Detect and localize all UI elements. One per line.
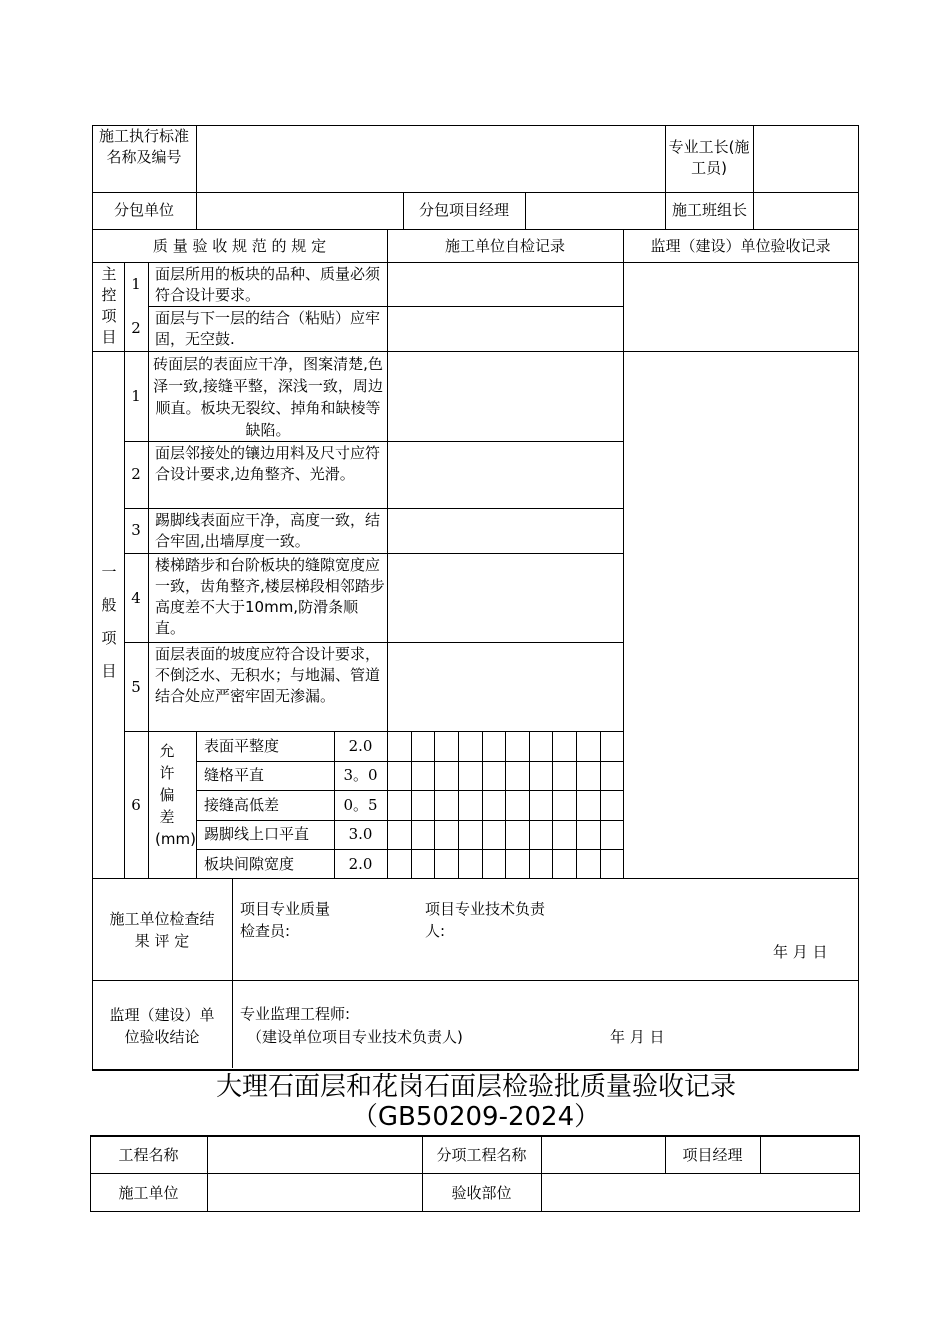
form-title: 大理石面层和花岗石面层检验批质量验收记录 (215, 1072, 736, 1102)
deviation-item-1: 表面平整度 (204, 737, 280, 755)
header-self-check: 施工单位自检记录 (444, 237, 565, 255)
contractor-evaluation-label: 施工单位检查结 果 评 定 (109, 910, 215, 950)
general-item-1-text: 砖面层的表面应干净，图案清楚,色泽一致,接缝平整，深浅一致，周边顺直。板块无裂纹、掉角和缺棱等缺陷。 (153, 355, 383, 439)
deviation-no: 6 (131, 796, 141, 814)
foreman-label: 专业工长(施工员) (668, 138, 750, 177)
deviation-item-3: 接缝高低差 (204, 796, 280, 814)
general-item-4-text: 楼梯踏步和台阶板块的缝隙宽度应一致，齿角整齐,楼层梯段相邻踏步高度差不大于10mm,防滑条顺直。 (155, 556, 385, 637)
general-item-3-text: 踢脚线表面应干净，高度一致，结合牢固,出墙厚度一致。 (155, 511, 381, 550)
main-control-label: 主控项目 (101, 265, 117, 346)
deviation-item-4: 踢脚线上口平直 (204, 825, 310, 843)
header-spec: 质 量 验 收 规 范 的 规 定 (152, 237, 327, 255)
main-item-1-no: 1 (131, 275, 141, 293)
deviation-value-4: 3.0 (348, 825, 373, 843)
main-item-1-text: 面层所用的板块的品种、质量必须符合设计要求。 (155, 265, 381, 304)
general-item-4-no: 4 (131, 589, 141, 607)
general-item-2-text: 面层邻接处的镶边用料及尺寸应符合设计要求,边角整齐、光滑。 (155, 444, 381, 483)
deviation-value-1: 2.0 (348, 737, 373, 755)
supervisor-date: 年 月 日 (610, 1028, 665, 1046)
deviation-value-5: 2.0 (348, 855, 373, 873)
deviation-label: 允许偏差(mm) (155, 742, 196, 848)
main-item-2-text: 面层与下一层的结合（粘贴）应牢固，无空鼓. (155, 309, 381, 348)
general-item-5-no: 5 (131, 678, 141, 696)
general-item-3-no: 3 (131, 521, 141, 539)
general-item-5-text: 面层表面的坡度应符合设计要求，不倒泛水、无积水；与地漏、管道结合处应严密牢固无渗漏。 (155, 645, 381, 705)
sub-item-name-label: 分项工程名称 (436, 1146, 527, 1164)
deviation-value-3: 0。5 (343, 796, 378, 814)
header-supervisor: 监理（建设）单位验收记录 (650, 237, 831, 255)
deviation-item-2: 缝格平直 (204, 766, 265, 784)
supervising-engineer-label: 专业监理工程师: (240, 1005, 351, 1023)
deviation-value-2: 3。0 (343, 766, 378, 784)
general-item-1-no: 1 (131, 387, 141, 405)
deviation-item-5: 板块间隙宽度 (204, 855, 295, 873)
contractor-unit-label: 施工单位 (118, 1184, 179, 1202)
standard-label: 施工执行标准名称及编号 (98, 127, 189, 166)
general-label: 一般项目 (101, 563, 117, 680)
team-leader-label: 施工班组长 (671, 201, 747, 219)
project-manager-label: 项目经理 (682, 1146, 743, 1164)
owner-tech-lead-label: （建设单位项目专业技术负责人) (247, 1028, 463, 1046)
acceptance-location-label: 验收部位 (451, 1184, 512, 1202)
subcontractor-label: 分包单位 (113, 201, 174, 219)
form-standard-code: （GB50209-2024） (351, 1102, 601, 1132)
main-item-2-no: 2 (131, 319, 141, 337)
qc-inspector-label: 项目专业质量检查员: (240, 900, 331, 940)
contractor-date: 年 月 日 (773, 943, 828, 961)
tech-lead-label: 项目专业技术负责人: (425, 900, 546, 940)
sub-pm-label: 分包项目经理 (418, 201, 509, 219)
supervisor-conclusion-label: 监理（建设）单位验收结论 (109, 1006, 215, 1046)
project-name-label: 工程名称 (118, 1146, 179, 1164)
general-item-2-no: 2 (131, 465, 141, 483)
